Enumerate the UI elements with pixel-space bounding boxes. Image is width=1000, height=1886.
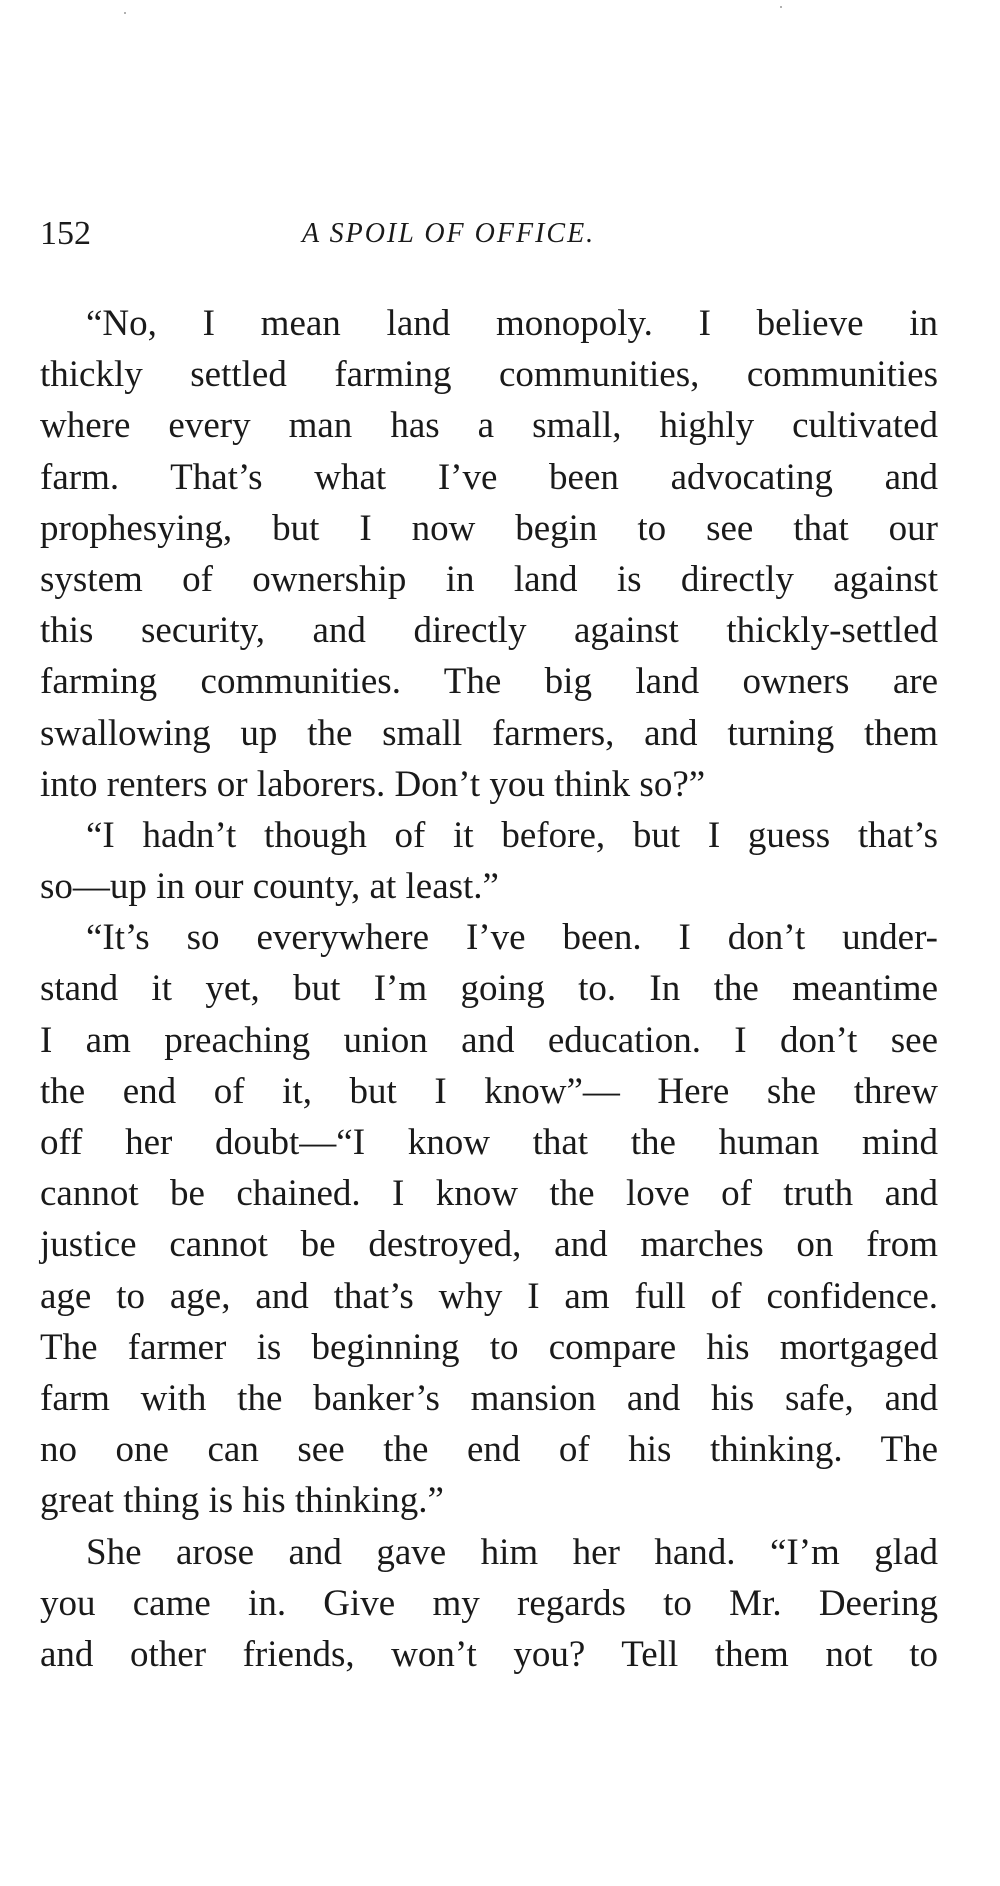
text-line: prophesying, but I now begin to see that our bbox=[40, 507, 938, 549]
text-line: She arose and gave him her hand. “I’m glad bbox=[86, 1531, 938, 1573]
text-line: the end of it, but I know”— Here she threw bbox=[40, 1070, 938, 1112]
page-number: 152 bbox=[40, 215, 91, 252]
page-speck bbox=[124, 12, 126, 14]
text-line: system of ownership in land is directly against bbox=[40, 558, 938, 600]
text-line: stand it yet, but I’m going to. In the meantime bbox=[40, 968, 938, 1010]
text-line: I am preaching union and education. I don’t see bbox=[40, 1019, 938, 1061]
text-line: justice cannot be destroyed, and marches on from bbox=[40, 1224, 938, 1266]
text-line: farm with the banker’s mansion and his safe, and bbox=[40, 1377, 938, 1419]
text-line: great thing is his thinking.” bbox=[40, 1480, 444, 1522]
text-line: age to age, and that’s why I am full of confidence. bbox=[40, 1275, 938, 1317]
running-title: A SPOIL OF OFFICE. bbox=[302, 218, 596, 249]
text-line: this security, and directly against thickly-settled bbox=[40, 610, 938, 652]
text-line: where every man has a small, highly cultivated bbox=[40, 405, 938, 447]
text-line: swallowing up the small farmers, and turning them bbox=[40, 712, 938, 754]
text-line: and other friends, won’t you? Tell them not to bbox=[40, 1633, 938, 1675]
body-text bbox=[40, 298, 938, 1680]
running-head bbox=[40, 210, 940, 260]
text-line: cannot be chained. I know the love of truth and bbox=[40, 1173, 938, 1215]
text-line: no one can see the end of his thinking. The bbox=[40, 1429, 938, 1471]
text-line: “I hadn’t though of it before, but I guess that’s bbox=[86, 814, 938, 856]
text-line: farming communities. The big land owners are bbox=[40, 661, 938, 703]
text-line: The farmer is beginning to compare his mortgaged bbox=[40, 1326, 938, 1368]
page-speck bbox=[780, 6, 782, 8]
text-line: into renters or laborers. Don’t you think so?” bbox=[40, 763, 706, 805]
text-line: thickly settled farming communities, communities bbox=[40, 354, 938, 396]
text-line: farm. That’s what I’ve been advocating and bbox=[40, 456, 938, 498]
text-line: you came in. Give my regards to Mr. Deering bbox=[40, 1582, 938, 1624]
text-line: “No, I mean land monopoly. I believe in bbox=[86, 303, 938, 344]
text-line: off her doubt—“I know that the human mind bbox=[40, 1122, 938, 1163]
text-line: “It’s so everywhere I’ve been. I don’t under- bbox=[86, 917, 938, 959]
text-line: so—up in our county, at least.” bbox=[40, 866, 499, 908]
